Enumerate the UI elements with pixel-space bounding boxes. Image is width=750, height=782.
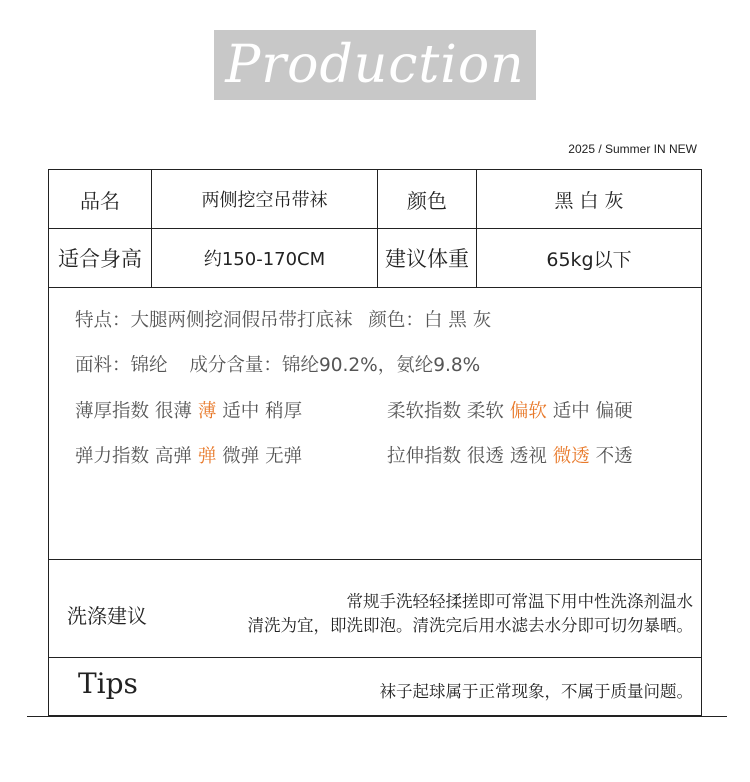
index-option-selected: 偏软 — [509, 401, 547, 422]
sheerness-index — [387, 442, 633, 468]
feature-line-2 — [75, 351, 480, 377]
material-text: 锦纶 — [130, 355, 168, 376]
feature-color-label: 颜色： — [368, 310, 424, 331]
banner-title: Production — [225, 35, 525, 95]
wash-label: 洗涤建议 — [67, 604, 147, 628]
color-value: 黑 白 灰 — [554, 189, 624, 212]
index-option: 稍厚 — [265, 401, 303, 422]
feature-colors: 白 黑 灰 — [423, 310, 492, 331]
index-option-selected: 弹 — [197, 446, 217, 467]
row-divider — [49, 657, 701, 658]
tips-label: Tips — [78, 667, 138, 700]
index-option: 不透 — [595, 446, 633, 467]
material-label: 面料： — [75, 355, 131, 376]
index-label: 薄厚指数 — [75, 401, 150, 422]
wash-line-2: 清洗为宜，即洗即泡。清洗完后用水滤去水分即可切勿暴晒。 — [247, 616, 693, 635]
composition-text: 锦纶90.2%，氨纶9.8% — [281, 355, 481, 376]
wash-line-1: 常规手洗轻轻揉搓即可常温下用中性洗涤剂温水 — [346, 592, 693, 611]
index-option: 无弹 — [265, 446, 303, 467]
tips-text: 袜子起球属于正常现象，不属于质量问题。 — [379, 682, 693, 701]
index-option: 很薄 — [154, 401, 192, 422]
index-option: 透视 — [509, 446, 547, 467]
name-key: 品名 — [80, 188, 120, 213]
feature-text: 大腿两侧挖洞假吊带打底袜 — [130, 310, 353, 331]
index-label: 拉伸指数 — [387, 446, 462, 467]
name-value: 两侧挖空吊带袜 — [201, 190, 328, 211]
index-option: 高弹 — [154, 446, 192, 467]
thickness-index — [75, 397, 302, 423]
elasticity-index — [75, 442, 302, 468]
height-value: 约150-170CM — [203, 249, 326, 270]
color-key: 颜色 — [407, 188, 447, 213]
weight-value: 65kg以下 — [546, 248, 632, 271]
bottom-rule — [27, 716, 727, 717]
index-label: 弹力指数 — [75, 446, 150, 467]
index-option-selected: 微透 — [552, 446, 590, 467]
feature-label: 特点： — [75, 310, 131, 331]
softness-index — [387, 397, 633, 423]
index-option: 很透 — [466, 446, 504, 467]
index-option: 柔软 — [466, 401, 504, 422]
index-option: 适中 — [222, 401, 260, 422]
row-divider — [49, 559, 701, 560]
index-option-selected: 薄 — [197, 401, 217, 422]
production-banner — [214, 30, 536, 100]
spec-frame — [48, 169, 702, 716]
index-label: 柔软指数 — [387, 401, 462, 422]
weight-key: 建议体重 — [385, 247, 469, 271]
composition-label: 成分含量： — [189, 355, 282, 376]
season-label: 2025 / Summer IN NEW — [568, 142, 697, 156]
index-option: 偏硬 — [595, 401, 633, 422]
index-option: 微弹 — [222, 446, 260, 467]
feature-line-1 — [75, 306, 491, 332]
index-option: 适中 — [552, 401, 590, 422]
height-key: 适合身高 — [58, 247, 142, 271]
wash-instructions — [248, 590, 694, 638]
row-divider — [49, 287, 701, 288]
